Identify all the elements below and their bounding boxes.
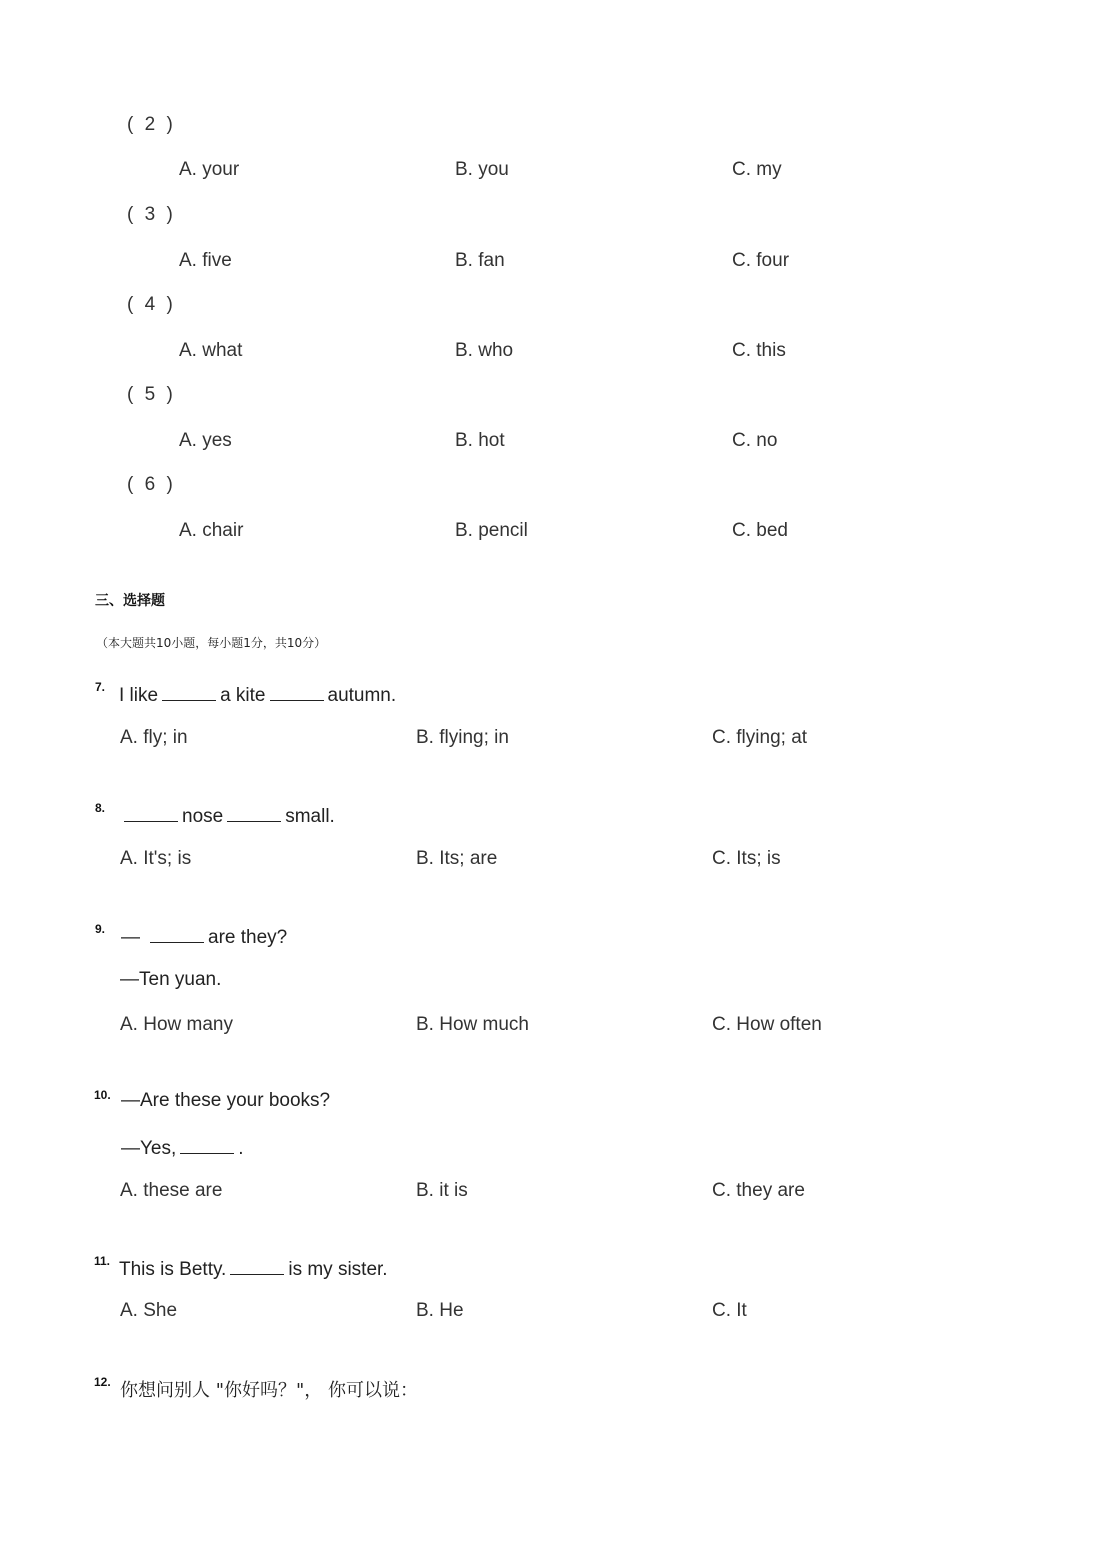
option-b[interactable]: B. How much bbox=[416, 1014, 529, 1035]
option-c[interactable]: C. my bbox=[732, 159, 782, 180]
text-segment: — bbox=[121, 927, 140, 948]
question-text bbox=[120, 803, 335, 828]
option-c[interactable]: C. Its; is bbox=[712, 848, 781, 869]
option-a[interactable]: A. chair bbox=[179, 520, 244, 541]
section-note: （本大题共10小题，每小题1分，共10分） bbox=[96, 636, 327, 650]
question-number: 9. bbox=[95, 922, 106, 936]
answer-line: —Ten yuan. bbox=[120, 969, 222, 990]
option-a[interactable]: A. these are bbox=[120, 1180, 223, 1201]
answer-blank[interactable] bbox=[150, 924, 204, 943]
answer-blank[interactable] bbox=[124, 803, 178, 822]
section-title: 三、选择题 bbox=[95, 593, 165, 609]
option-b[interactable]: B. who bbox=[455, 340, 514, 361]
option-a[interactable]: A. five bbox=[179, 250, 232, 271]
option-c[interactable]: C. bed bbox=[732, 520, 788, 541]
question-text bbox=[119, 682, 396, 707]
question-text: 你想问别人 "你好吗？"， 你可以说： bbox=[120, 1380, 419, 1401]
option-b[interactable]: B. you bbox=[455, 159, 509, 180]
option-b[interactable]: B. pencil bbox=[455, 520, 528, 541]
option-c[interactable]: C. no bbox=[732, 430, 778, 451]
option-b[interactable]: B. fan bbox=[455, 250, 505, 271]
option-a[interactable]: A. It's; is bbox=[120, 848, 192, 869]
text-segment: are they? bbox=[208, 927, 288, 948]
option-c[interactable]: C. four bbox=[732, 250, 790, 271]
option-b[interactable]: B. He bbox=[416, 1300, 464, 1321]
item-number: ( 3 ) bbox=[127, 204, 176, 225]
text-segment: This is Betty. bbox=[119, 1259, 227, 1280]
option-b[interactable]: B. Its; are bbox=[416, 848, 498, 869]
option-a[interactable]: A. fly; in bbox=[120, 727, 188, 748]
question-number: 8. bbox=[95, 801, 106, 815]
answer-blank[interactable] bbox=[227, 803, 281, 822]
option-a[interactable]: A. How many bbox=[120, 1014, 233, 1035]
option-c[interactable]: C. this bbox=[732, 340, 786, 361]
question-number: 7. bbox=[95, 680, 106, 694]
answer-blank[interactable] bbox=[270, 682, 324, 701]
option-b[interactable]: B. it is bbox=[416, 1180, 468, 1201]
item-number: ( 5 ) bbox=[127, 384, 176, 405]
item-number: ( 4 ) bbox=[127, 294, 176, 315]
option-a[interactable]: A. what bbox=[179, 340, 243, 361]
text-segment: is my sister. bbox=[288, 1259, 388, 1280]
option-c[interactable]: C. flying; at bbox=[712, 727, 808, 748]
item-number: ( 2 ) bbox=[127, 114, 176, 135]
answer-blank[interactable] bbox=[162, 682, 216, 701]
question-number: 10. bbox=[94, 1088, 111, 1102]
answer-blank[interactable] bbox=[180, 1135, 234, 1154]
option-b[interactable]: B. flying; in bbox=[416, 727, 509, 748]
question-text bbox=[121, 924, 287, 949]
text-segment: —Yes, bbox=[121, 1138, 177, 1159]
option-c[interactable]: C. How often bbox=[712, 1014, 822, 1035]
option-c[interactable]: C. they are bbox=[712, 1180, 805, 1201]
question-text: —Are these your books? bbox=[121, 1090, 331, 1111]
text-segment: . bbox=[238, 1138, 244, 1159]
text-segment: autumn. bbox=[327, 685, 397, 706]
option-c[interactable]: C. It bbox=[712, 1300, 747, 1321]
answer-line bbox=[121, 1135, 244, 1160]
option-a[interactable]: A. yes bbox=[179, 430, 232, 451]
text-segment: I like bbox=[119, 685, 159, 706]
question-number: 11. bbox=[94, 1254, 111, 1268]
item-number: ( 6 ) bbox=[127, 474, 176, 495]
option-a[interactable]: A. your bbox=[179, 159, 240, 180]
text-segment: a kite bbox=[220, 685, 266, 706]
question-text bbox=[119, 1256, 388, 1281]
question-number: 12. bbox=[94, 1375, 111, 1389]
text-segment: small. bbox=[285, 806, 335, 827]
text-segment: nose bbox=[182, 806, 224, 827]
option-b[interactable]: B. hot bbox=[455, 430, 505, 451]
answer-blank[interactable] bbox=[230, 1256, 284, 1275]
option-a[interactable]: A. She bbox=[120, 1300, 178, 1321]
